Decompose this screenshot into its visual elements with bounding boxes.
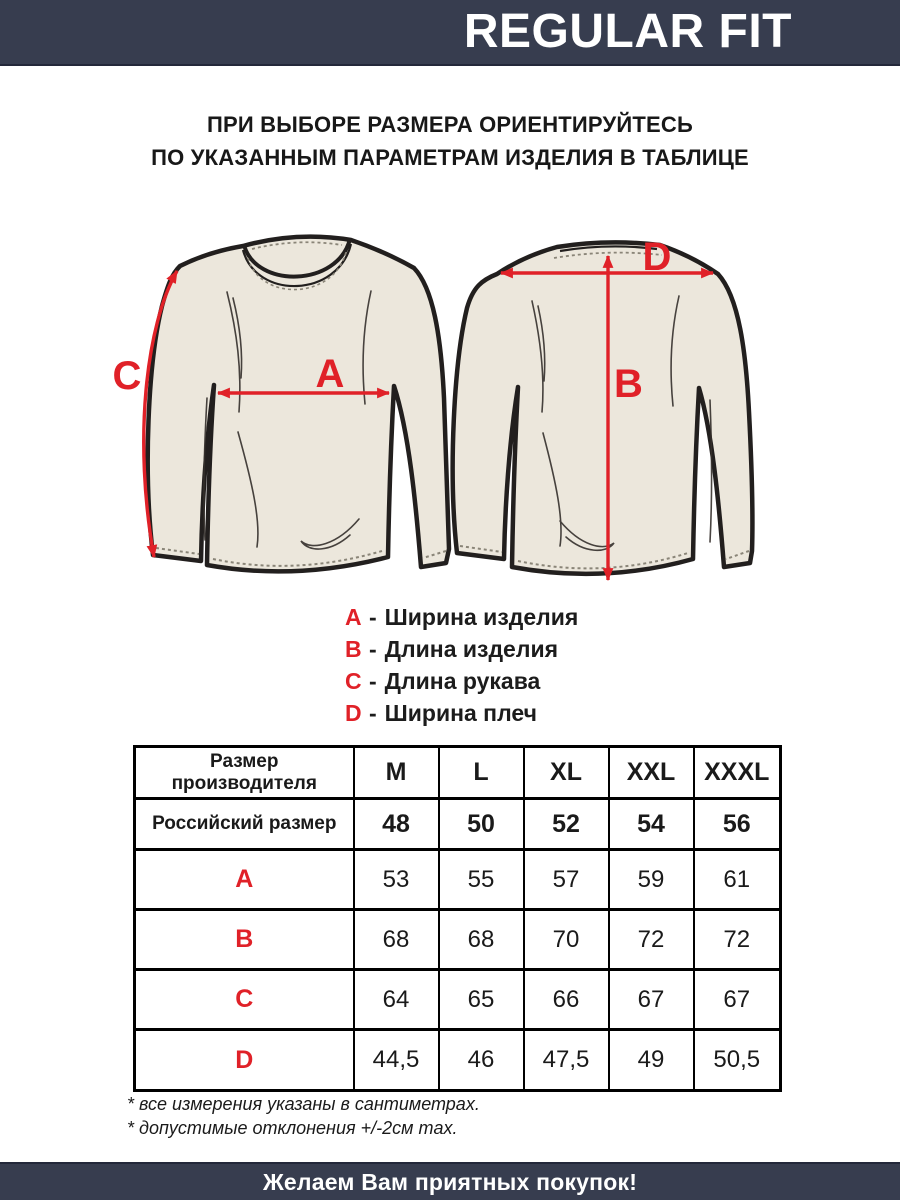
garment-measurement-diagram — [90, 215, 810, 625]
table-row-measure-d — [135, 1030, 781, 1091]
table-cell: 56 — [694, 799, 781, 850]
measure-label-b: B — [614, 362, 643, 406]
measure-label-c: C — [112, 354, 142, 398]
measure-label-a: A — [315, 352, 345, 396]
footnote-tolerance: * допустимые отклонения +/-2см max. — [127, 1118, 458, 1138]
table-cell: 47,5 — [524, 1030, 609, 1091]
legend-item-c — [345, 665, 578, 697]
table-cell: 49 — [609, 1030, 694, 1091]
table-cell: 46 — [439, 1030, 524, 1091]
table-row-russian-size — [135, 799, 781, 850]
fit-type-title: REGULAR FIT — [463, 5, 792, 58]
size-xxxl: XXXL — [694, 747, 781, 799]
table-row-measure-b — [135, 910, 781, 970]
size-advice-text — [0, 108, 900, 174]
table-row-manufacturer-size — [135, 747, 781, 799]
size-advice-line-2: ПО УКАЗАННЫМ ПАРАМЕТРАМ ИЗДЕЛИЯ В ТАБЛИЦЕ — [151, 145, 749, 170]
table-cell: 50,5 — [694, 1030, 781, 1091]
size-advice-line-1: ПРИ ВЫБОРЕ РАЗМЕРА ОРИЕНТИРУЙТЕСЬ — [206, 112, 694, 137]
size-l: L — [439, 747, 524, 799]
table-cell: 57 — [524, 850, 609, 910]
table-cell: 55 — [439, 850, 524, 910]
header-bar — [0, 0, 900, 66]
footer-message: Желаем Вам приятных покупок! — [262, 1169, 638, 1195]
legend-letter-c: C — [345, 668, 362, 694]
footer-bar — [0, 1162, 900, 1200]
table-cell: 50 — [439, 799, 524, 850]
table-cell: 64 — [354, 970, 439, 1030]
table-cell: 52 — [524, 799, 609, 850]
row-letter-a: A — [135, 850, 354, 910]
table-row-measure-a — [135, 850, 781, 910]
garment-front-drawing — [148, 237, 449, 572]
measure-label-d: D — [642, 235, 672, 279]
table-cell: 67 — [694, 970, 781, 1030]
garment-back-drawing — [453, 242, 753, 573]
measurement-legend — [345, 601, 578, 729]
legend-label-a: Ширина изделия — [384, 604, 579, 630]
table-cell: 72 — [609, 910, 694, 970]
table-cell: 53 — [354, 850, 439, 910]
size-xl: XL — [524, 747, 609, 799]
footnote-units: * все измерения указаны в сантиметрах. — [127, 1094, 480, 1114]
russian-size-label: Российский размер — [135, 799, 354, 850]
legend-item-d — [345, 697, 578, 729]
table-cell: 61 — [694, 850, 781, 910]
table-cell: 72 — [694, 910, 781, 970]
size-table — [133, 745, 782, 1092]
legend-item-b — [345, 633, 578, 665]
footnotes — [127, 1092, 480, 1140]
legend-label-b: Длина изделия — [384, 636, 559, 662]
legend-separator: - — [369, 668, 377, 694]
row-letter-c: C — [135, 970, 354, 1030]
table-cell: 68 — [439, 910, 524, 970]
legend-separator: - — [369, 636, 377, 662]
table-cell: 70 — [524, 910, 609, 970]
row-letter-b: B — [135, 910, 354, 970]
table-cell: 44,5 — [354, 1030, 439, 1091]
table-cell: 54 — [609, 799, 694, 850]
legend-item-a — [345, 601, 578, 633]
table-row-measure-c — [135, 970, 781, 1030]
table-header-label: Размер производителя — [135, 747, 354, 799]
legend-separator: - — [369, 604, 377, 630]
table-cell: 48 — [354, 799, 439, 850]
table-cell: 65 — [439, 970, 524, 1030]
row-letter-d: D — [135, 1030, 354, 1091]
size-xxl: XXL — [609, 747, 694, 799]
size-m: M — [354, 747, 439, 799]
table-cell: 67 — [609, 970, 694, 1030]
legend-separator: - — [369, 700, 377, 726]
table-cell: 59 — [609, 850, 694, 910]
table-cell: 66 — [524, 970, 609, 1030]
legend-label-d: Ширина плеч — [384, 700, 537, 726]
legend-letter-b: B — [345, 636, 362, 662]
legend-label-c: Длина рукава — [384, 668, 541, 694]
legend-letter-a: A — [345, 604, 362, 630]
legend-letter-d: D — [345, 700, 362, 726]
table-cell: 68 — [354, 910, 439, 970]
